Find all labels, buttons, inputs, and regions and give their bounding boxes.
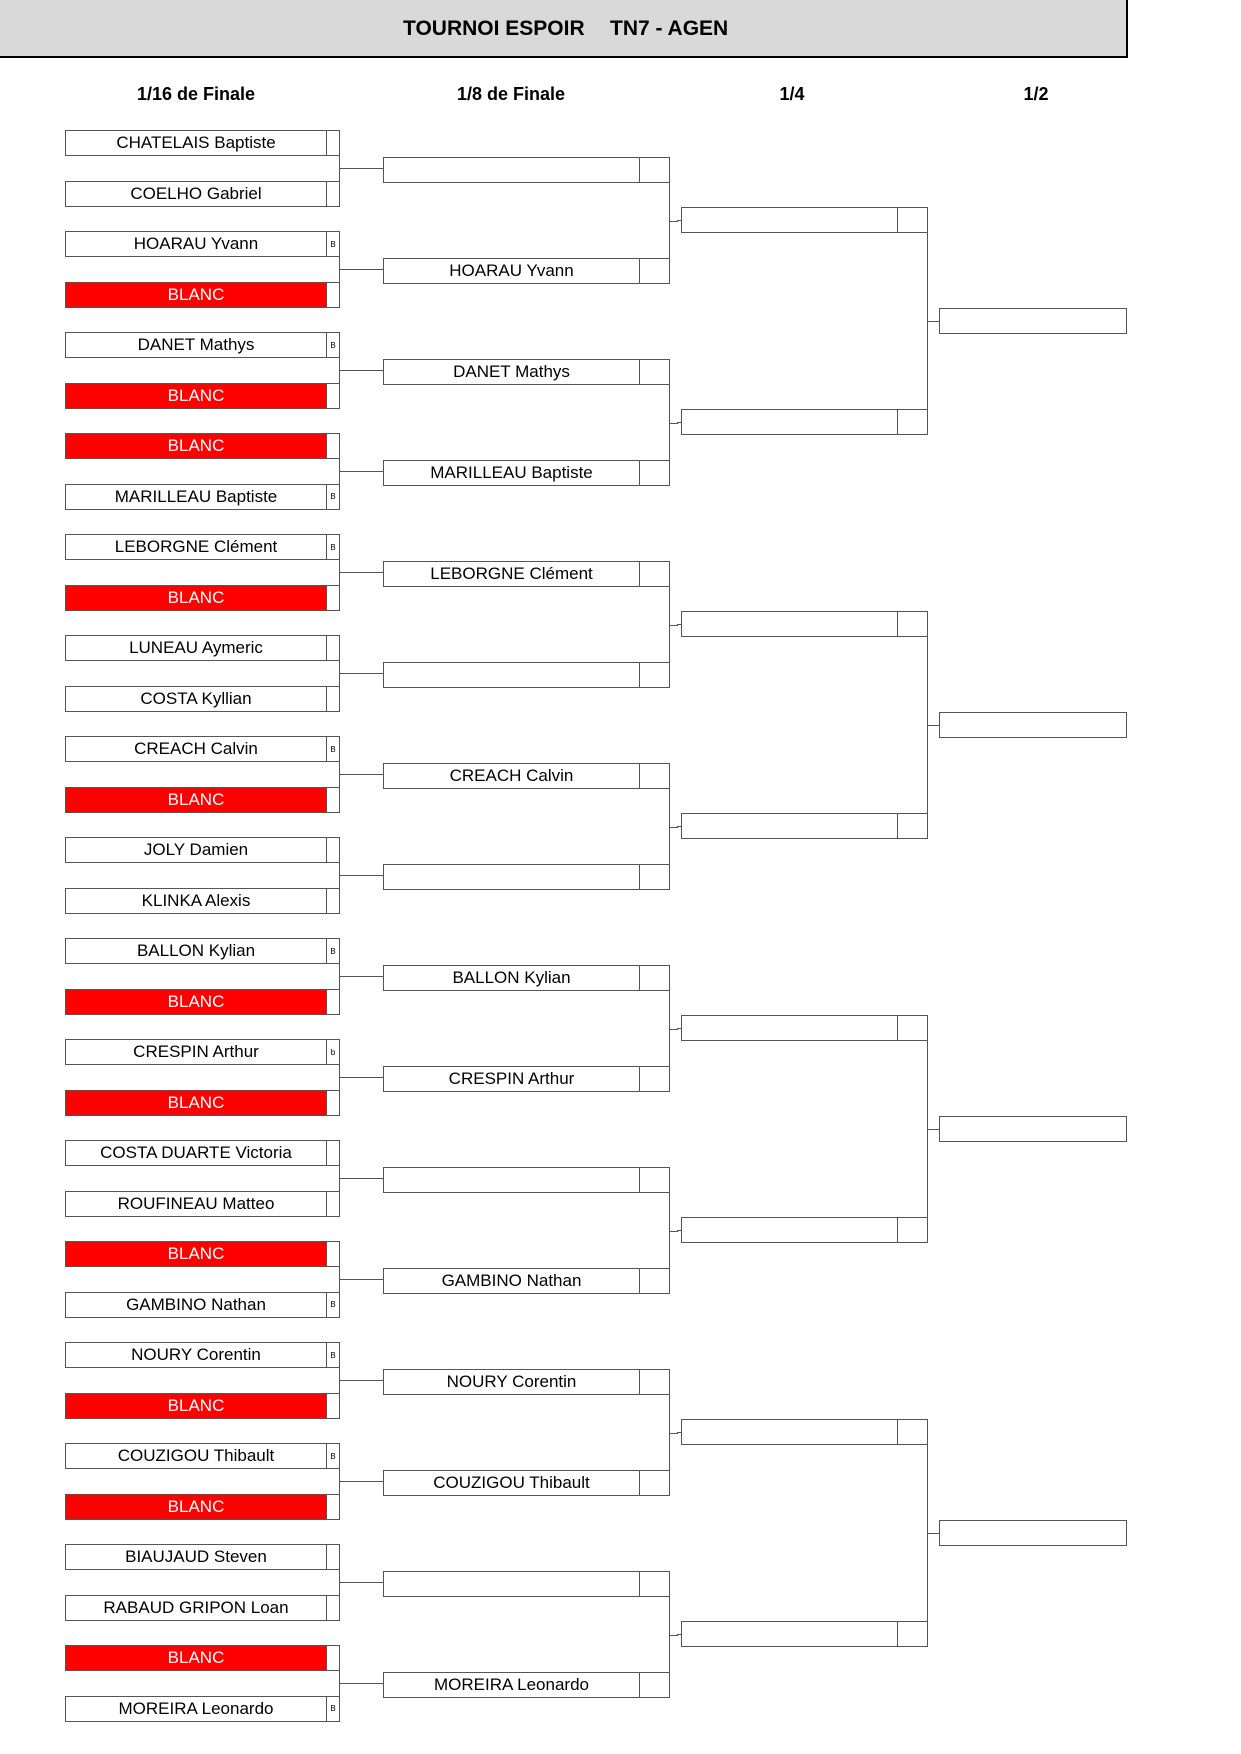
bracket-line bbox=[340, 471, 383, 472]
player-slot[interactable] bbox=[65, 1595, 340, 1621]
player-name bbox=[384, 663, 639, 687]
player-name: GAMBINO Nathan bbox=[126, 1294, 266, 1314]
score-cell[interactable] bbox=[897, 1016, 927, 1040]
player-name: CREACH Calvin bbox=[449, 766, 574, 785]
round-header-quarter: 1/4 bbox=[779, 84, 805, 104]
quarter-final-slot[interactable] bbox=[681, 611, 928, 637]
player-name: CREACH Calvin bbox=[134, 739, 258, 758]
score-cell[interactable]: B bbox=[326, 333, 339, 357]
player-name: BLANC bbox=[66, 1091, 326, 1115]
score-cell[interactable] bbox=[897, 410, 927, 434]
quarter-final-slot[interactable] bbox=[681, 1217, 928, 1243]
score-cell[interactable]: B bbox=[326, 737, 339, 761]
score-cell[interactable] bbox=[326, 384, 339, 408]
player-slot[interactable] bbox=[65, 231, 340, 257]
score-cell[interactable]: B bbox=[326, 939, 339, 963]
bracket-line bbox=[340, 875, 383, 876]
semi-final-slot[interactable] bbox=[939, 712, 1127, 738]
player-name: BLANC bbox=[66, 1495, 326, 1519]
bracket-line bbox=[340, 1481, 383, 1482]
player-name: NOURY Corentin bbox=[131, 1345, 261, 1364]
bracket-line bbox=[340, 1380, 383, 1381]
score-cell[interactable] bbox=[326, 788, 339, 812]
tournament-title: TOURNOI ESPOIR bbox=[403, 17, 585, 40]
bracket-line bbox=[935, 1129, 939, 1130]
score-cell[interactable] bbox=[639, 1572, 669, 1596]
round-of-16-slot[interactable] bbox=[383, 359, 670, 385]
score-cell[interactable] bbox=[639, 663, 669, 687]
player-name: BLANC bbox=[66, 1646, 326, 1670]
player-name: RABAUD GRIPON Loan bbox=[103, 1597, 289, 1617]
player-name: CRESPIN Arthur bbox=[448, 1069, 575, 1088]
round-of-16-slot[interactable] bbox=[383, 258, 670, 284]
score-cell[interactable] bbox=[639, 562, 669, 586]
score-cell[interactable] bbox=[326, 182, 339, 206]
score-cell[interactable]: B bbox=[326, 1697, 339, 1721]
round-of-16-slot[interactable] bbox=[383, 965, 670, 991]
player-name: KLINKA Alexis bbox=[141, 890, 251, 910]
score-cell[interactable] bbox=[326, 1495, 339, 1519]
player-name bbox=[940, 309, 1126, 333]
round-of-16-slot[interactable] bbox=[383, 561, 670, 587]
player-name: BLANC bbox=[66, 788, 326, 812]
quarter-final-slot[interactable] bbox=[681, 409, 928, 435]
score-cell[interactable] bbox=[897, 814, 927, 838]
player-name: HOARAU Yvann bbox=[133, 234, 259, 253]
player-name bbox=[384, 865, 639, 889]
score-cell[interactable] bbox=[326, 990, 339, 1014]
player-name: MOREIRA Leonardo bbox=[434, 1675, 589, 1694]
player-name: COELHO Gabriel bbox=[130, 183, 262, 203]
bracket-line bbox=[340, 1178, 383, 1179]
round-header-1-8: 1/8 de Finale bbox=[456, 84, 566, 104]
player-name: NOURY Corentin bbox=[446, 1372, 577, 1391]
score-cell[interactable] bbox=[326, 636, 339, 660]
player-name: GAMBINO Nathan bbox=[441, 1271, 582, 1290]
quarter-final-slot[interactable] bbox=[681, 813, 928, 839]
player-name: LEBORGNE Clément bbox=[430, 564, 593, 583]
round-header-1-16: 1/16 de Finale bbox=[136, 84, 256, 104]
player-slot[interactable] bbox=[65, 635, 340, 661]
player-name bbox=[384, 1168, 639, 1192]
bracket-line bbox=[340, 1077, 383, 1078]
player-slot[interactable] bbox=[65, 585, 340, 611]
player-slot[interactable] bbox=[65, 282, 340, 308]
score-cell[interactable] bbox=[326, 1091, 339, 1115]
player-slot[interactable] bbox=[65, 1241, 340, 1267]
round-of-16-slot[interactable] bbox=[383, 1571, 670, 1597]
bracket-line bbox=[677, 422, 681, 423]
score-cell[interactable] bbox=[639, 158, 669, 182]
score-cell[interactable] bbox=[639, 360, 669, 384]
player-slot[interactable] bbox=[65, 1696, 340, 1722]
score-cell[interactable] bbox=[639, 1067, 669, 1091]
player-name bbox=[682, 410, 897, 434]
player-name bbox=[384, 1572, 639, 1596]
score-cell[interactable] bbox=[897, 1218, 927, 1242]
score-cell[interactable] bbox=[326, 1545, 339, 1569]
score-cell[interactable] bbox=[326, 838, 339, 862]
round-of-16-slot[interactable] bbox=[383, 1167, 670, 1193]
bracket-line bbox=[677, 826, 681, 827]
player-slot[interactable] bbox=[65, 1140, 340, 1166]
player-slot[interactable] bbox=[65, 383, 340, 409]
player-slot[interactable] bbox=[65, 1292, 340, 1318]
bracket-line bbox=[340, 269, 383, 270]
player-slot[interactable] bbox=[65, 1191, 340, 1217]
score-cell[interactable]: b bbox=[326, 1040, 339, 1064]
player-name bbox=[384, 158, 639, 182]
player-name: DANET Mathys bbox=[453, 362, 570, 381]
player-slot[interactable] bbox=[65, 130, 340, 156]
bracket-line bbox=[677, 1028, 681, 1029]
player-slot[interactable] bbox=[65, 1039, 340, 1065]
score-cell[interactable] bbox=[326, 131, 339, 155]
player-slot[interactable] bbox=[65, 736, 340, 762]
player-slot[interactable] bbox=[65, 1393, 340, 1419]
quarter-final-slot[interactable] bbox=[681, 1621, 928, 1647]
score-cell[interactable]: B bbox=[326, 1293, 339, 1317]
score-cell[interactable] bbox=[326, 283, 339, 307]
score-cell[interactable]: B bbox=[326, 485, 339, 509]
player-name: CHATELAIS Baptiste bbox=[116, 133, 276, 152]
player-name: COSTA DUARTE Victoria bbox=[100, 1143, 292, 1162]
semi-final-slot[interactable] bbox=[939, 1520, 1127, 1546]
player-name: BLANC bbox=[66, 384, 326, 408]
score-cell[interactable] bbox=[639, 865, 669, 889]
round-of-16-slot[interactable] bbox=[383, 1268, 670, 1294]
score-cell[interactable] bbox=[326, 1141, 339, 1165]
bracket-line bbox=[935, 725, 939, 726]
bracket-line bbox=[677, 1432, 681, 1433]
player-name: DANET Mathys bbox=[137, 335, 255, 354]
score-cell[interactable] bbox=[326, 1646, 339, 1670]
round-of-16-slot[interactable] bbox=[383, 460, 670, 486]
player-name: MARILLEAU Baptiste bbox=[114, 486, 278, 506]
bracket-line bbox=[340, 572, 383, 573]
bracket-line bbox=[340, 774, 383, 775]
player-slot[interactable] bbox=[65, 938, 340, 964]
player-slot[interactable] bbox=[65, 534, 340, 560]
bracket-line bbox=[677, 1634, 681, 1635]
score-cell[interactable] bbox=[639, 1168, 669, 1192]
player-name: COSTA Kyllian bbox=[140, 688, 252, 708]
player-name: HOARAU Yvann bbox=[449, 261, 574, 280]
player-name bbox=[940, 713, 1126, 737]
player-name: BLANC bbox=[66, 1242, 326, 1266]
semi-final-slot[interactable] bbox=[939, 1116, 1127, 1142]
player-name: LUNEAU Aymeric bbox=[129, 638, 263, 657]
bracket-line bbox=[340, 976, 383, 977]
round-of-16-slot[interactable] bbox=[383, 157, 670, 183]
score-cell[interactable]: B bbox=[326, 1343, 339, 1367]
player-name: BLANC bbox=[66, 990, 326, 1014]
score-cell[interactable] bbox=[897, 1622, 927, 1646]
round-of-16-slot[interactable] bbox=[383, 662, 670, 688]
player-slot[interactable] bbox=[65, 181, 340, 207]
score-cell[interactable] bbox=[639, 1370, 669, 1394]
player-name bbox=[682, 1622, 897, 1646]
player-name bbox=[682, 1016, 897, 1040]
round-of-16-slot[interactable] bbox=[383, 1470, 670, 1496]
player-name bbox=[682, 208, 897, 232]
player-name bbox=[940, 1117, 1126, 1141]
semi-final-slot[interactable] bbox=[939, 308, 1127, 334]
score-cell[interactable] bbox=[639, 461, 669, 485]
player-slot[interactable] bbox=[65, 888, 340, 914]
bracket-line bbox=[677, 1230, 681, 1231]
quarter-final-slot[interactable] bbox=[681, 1015, 928, 1041]
score-cell[interactable]: B bbox=[326, 535, 339, 559]
player-name: JOLY Damien bbox=[143, 840, 249, 859]
round-of-16-slot[interactable] bbox=[383, 1369, 670, 1395]
score-cell[interactable] bbox=[326, 1242, 339, 1266]
player-name bbox=[940, 1521, 1126, 1545]
score-cell[interactable] bbox=[326, 889, 339, 913]
score-cell[interactable] bbox=[326, 1394, 339, 1418]
player-name: BALLON Kylian bbox=[136, 941, 256, 960]
player-slot[interactable] bbox=[65, 1342, 340, 1368]
player-name: LEBORGNE Clément bbox=[114, 537, 278, 556]
player-name: BLANC bbox=[66, 434, 326, 458]
player-slot[interactable] bbox=[65, 332, 340, 358]
player-name: BLANC bbox=[66, 1394, 326, 1418]
score-cell[interactable] bbox=[639, 1471, 669, 1495]
player-name: ROUFINEAU Matteo bbox=[117, 1193, 275, 1213]
bracket-line bbox=[677, 624, 681, 625]
bracket-line bbox=[677, 220, 681, 221]
quarter-final-slot[interactable] bbox=[681, 207, 928, 233]
bracket-line bbox=[340, 673, 383, 674]
bracket-line bbox=[935, 321, 939, 322]
score-cell[interactable] bbox=[326, 434, 339, 458]
player-slot[interactable] bbox=[65, 1443, 340, 1469]
player-name: BLANC bbox=[66, 283, 326, 307]
player-slot[interactable] bbox=[65, 484, 340, 510]
score-cell[interactable]: B bbox=[326, 232, 339, 256]
player-name: COUZIGOU Thibault bbox=[117, 1446, 275, 1465]
quarter-final-slot[interactable] bbox=[681, 1419, 928, 1445]
player-name: BALLON Kylian bbox=[452, 968, 571, 987]
player-name: MARILLEAU Baptiste bbox=[430, 463, 593, 482]
player-slot[interactable] bbox=[65, 1494, 340, 1520]
score-cell[interactable] bbox=[639, 1269, 669, 1293]
round-of-16-slot[interactable] bbox=[383, 1066, 670, 1092]
player-name: CRESPIN Arthur bbox=[133, 1042, 259, 1061]
player-slot[interactable] bbox=[65, 787, 340, 813]
player-name bbox=[682, 814, 897, 838]
score-cell[interactable] bbox=[326, 1596, 339, 1620]
bracket-line bbox=[935, 1533, 939, 1534]
player-slot[interactable] bbox=[65, 1544, 340, 1570]
player-slot[interactable] bbox=[65, 1645, 340, 1671]
player-slot[interactable] bbox=[65, 433, 340, 459]
bracket-line bbox=[340, 168, 383, 169]
player-slot[interactable] bbox=[65, 837, 340, 863]
player-name: BLANC bbox=[66, 586, 326, 610]
player-slot[interactable] bbox=[65, 686, 340, 712]
score-cell[interactable] bbox=[897, 612, 927, 636]
player-name: BIAUJAUD Steven bbox=[125, 1547, 267, 1566]
round-of-16-slot[interactable] bbox=[383, 763, 670, 789]
score-cell[interactable]: B bbox=[326, 1444, 339, 1468]
score-cell[interactable] bbox=[326, 687, 339, 711]
player-name bbox=[682, 1218, 897, 1242]
score-cell[interactable] bbox=[639, 259, 669, 283]
player-slot[interactable] bbox=[65, 1090, 340, 1116]
round-header-semi: 1/2 bbox=[1023, 84, 1049, 104]
bracket-line bbox=[340, 1279, 383, 1280]
player-name: COUZIGOU Thibault bbox=[433, 1473, 590, 1492]
score-cell[interactable] bbox=[897, 208, 927, 232]
player-name bbox=[682, 1420, 897, 1444]
bracket-line bbox=[340, 1582, 383, 1583]
score-cell[interactable] bbox=[326, 1192, 339, 1216]
player-slot[interactable] bbox=[65, 989, 340, 1015]
tournament-subtitle: TN7 - AGEN bbox=[610, 17, 729, 40]
bracket-line bbox=[340, 1683, 383, 1684]
round-of-16-slot[interactable] bbox=[383, 864, 670, 890]
score-cell[interactable] bbox=[639, 966, 669, 990]
score-cell[interactable] bbox=[639, 1673, 669, 1697]
round-of-16-slot[interactable] bbox=[383, 1672, 670, 1698]
player-name bbox=[682, 612, 897, 636]
player-name: MOREIRA Leonardo bbox=[118, 1698, 274, 1718]
score-cell[interactable] bbox=[639, 764, 669, 788]
score-cell[interactable] bbox=[326, 586, 339, 610]
score-cell[interactable] bbox=[897, 1420, 927, 1444]
bracket-line bbox=[340, 370, 383, 371]
